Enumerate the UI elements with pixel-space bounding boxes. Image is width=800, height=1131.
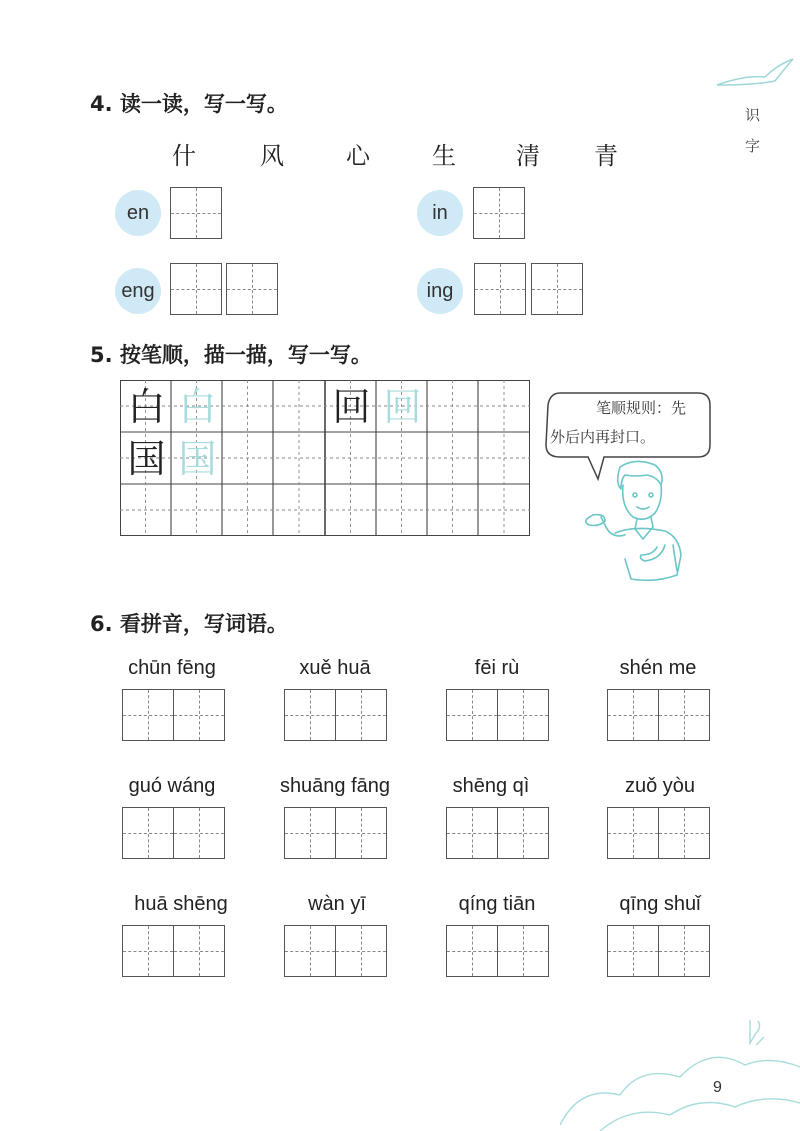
- model-char-guo: 国: [127, 437, 166, 481]
- word-box[interactable]: [284, 807, 336, 859]
- hanzi-char: 生: [432, 142, 456, 170]
- pinyin-label: fēi rù: [474, 657, 520, 679]
- writing-box[interactable]: [473, 187, 525, 239]
- writing-box[interactable]: [170, 187, 222, 239]
- word-box[interactable]: [607, 689, 659, 741]
- trace-char-guo: 国: [178, 437, 217, 481]
- word-box[interactable]: [497, 807, 549, 859]
- word-box[interactable]: [284, 925, 336, 977]
- bubble-line-2: 外后内再封口。: [550, 428, 656, 446]
- word-box[interactable]: [446, 925, 498, 977]
- word-box[interactable]: [335, 807, 387, 859]
- trace-char-bai: 白: [178, 385, 217, 429]
- pinyin-label: shēng qì: [452, 775, 530, 797]
- word-box[interactable]: [497, 925, 549, 977]
- pinyin-label: zuǒ yòu: [624, 775, 696, 797]
- section4-title: 4. 读一读，写一写。: [90, 92, 288, 116]
- word-box[interactable]: [497, 689, 549, 741]
- writing-box[interactable]: [474, 263, 526, 315]
- pinyin-label: qīng shuǐ: [619, 893, 701, 915]
- word-box[interactable]: [658, 689, 710, 741]
- hanzi-char: 心: [346, 142, 370, 170]
- vowel-badge-eng: eng: [115, 268, 161, 314]
- word-box[interactable]: [122, 807, 174, 859]
- pinyin-label: chūn fēng: [128, 657, 216, 679]
- side-label-1: 识: [745, 106, 761, 124]
- word-box[interactable]: [335, 925, 387, 977]
- side-label-2: 字: [745, 137, 761, 155]
- word-box[interactable]: [658, 925, 710, 977]
- word-box[interactable]: [173, 925, 225, 977]
- word-box[interactable]: [122, 689, 174, 741]
- hanzi-char: 什: [172, 142, 196, 170]
- trace-char-hui: 回: [383, 385, 422, 429]
- word-box[interactable]: [173, 689, 225, 741]
- pinyin-label: xuě huā: [299, 657, 371, 679]
- section6-title: 6. 看拼音，写词语。: [90, 612, 288, 636]
- bubble-line-1: 笔顺规则：先: [596, 399, 687, 417]
- pinyin-label: shén me: [619, 657, 697, 679]
- pinyin-label: huā shēng: [134, 893, 228, 915]
- vowel-badge-in: in: [417, 190, 463, 236]
- pinyin-label: shuāng fāng: [279, 775, 391, 797]
- word-box[interactable]: [607, 807, 659, 859]
- model-char-bai: 白: [127, 385, 166, 429]
- word-box[interactable]: [173, 807, 225, 859]
- cloud-decoration: [560, 1015, 800, 1131]
- hanzi-char: 清: [516, 142, 540, 170]
- hanzi-char: 风: [260, 142, 284, 170]
- writing-box[interactable]: [531, 263, 583, 315]
- tracing-grid[interactable]: [120, 380, 530, 536]
- pinyin-label: guó wáng: [128, 775, 216, 797]
- boy-illustration: [565, 455, 700, 585]
- pinyin-label: wàn yī: [308, 893, 366, 915]
- vowel-badge-en: en: [115, 190, 161, 236]
- word-box[interactable]: [658, 807, 710, 859]
- page-number: 9: [713, 1079, 722, 1096]
- vowel-badge-ing: ing: [417, 268, 463, 314]
- word-box[interactable]: [122, 925, 174, 977]
- word-box[interactable]: [335, 689, 387, 741]
- writing-box[interactable]: [226, 263, 278, 315]
- writing-box[interactable]: [170, 263, 222, 315]
- pinyin-label: qíng tiān: [458, 893, 536, 915]
- hanzi-char: 青: [594, 142, 618, 170]
- word-box[interactable]: [607, 925, 659, 977]
- word-box[interactable]: [284, 689, 336, 741]
- bird-decoration: [715, 55, 795, 95]
- model-char-hui: 回: [332, 385, 371, 429]
- word-box[interactable]: [446, 689, 498, 741]
- word-box[interactable]: [446, 807, 498, 859]
- section5-title: 5. 按笔顺，描一描，写一写。: [90, 343, 372, 367]
